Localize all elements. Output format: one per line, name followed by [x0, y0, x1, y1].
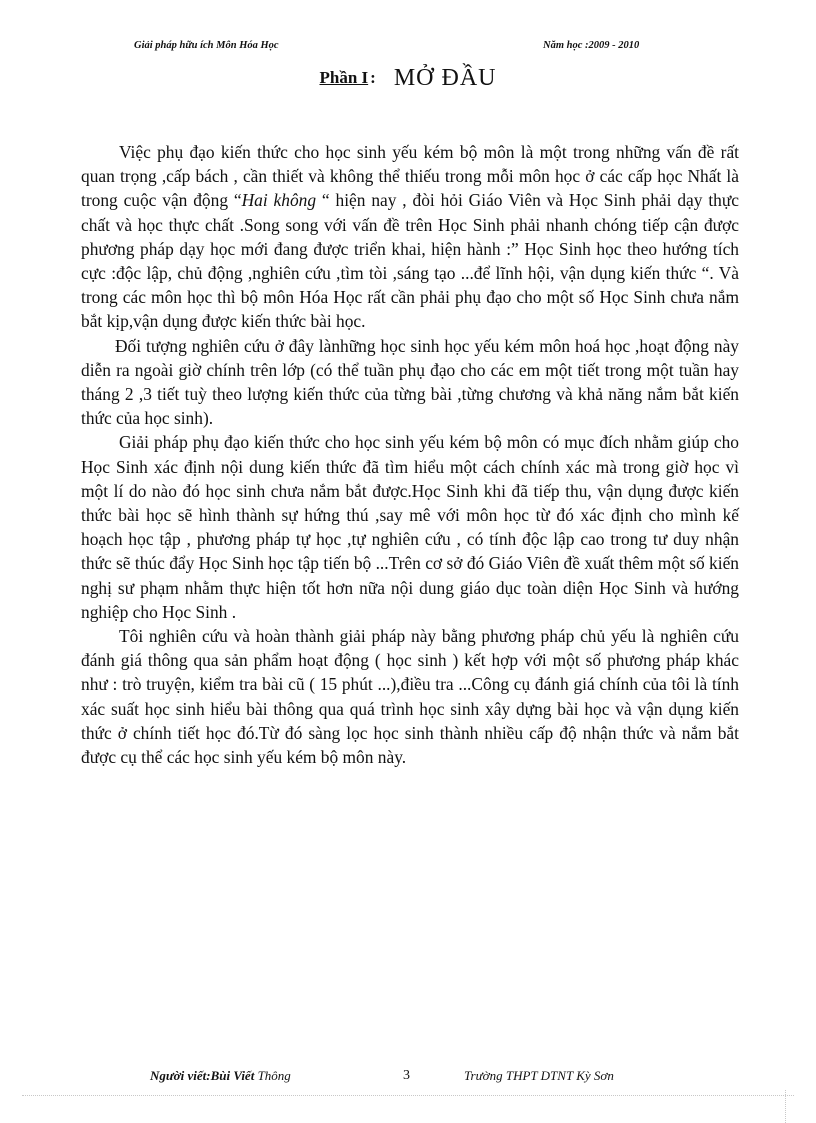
paragraph-1-text-start: Việc phụ đạo kiến thức cho học sinh yếu kém bộ môn là một trong những vấn đề rất quan trọng ,cấp bách , cần thiết và không thể thiếu trong mỗi môn học ở các cấp học Nhất là trong cuộc vận động “ — [81, 142, 739, 211]
footer-author-label: Người viết:Bùi Viết — [150, 1068, 255, 1083]
section-title-text: MỞ ĐẦU — [393, 65, 497, 91]
paragraph-2: Đối tượng nghiên cứu ở đây lànhững học sinh học yếu kém môn hoá học ,hoạt động này diễn ra ngoài giờ chính trên lớp (có thể tuần phụ đạo cho các em một tiết trong một tuần hay tháng 2 ,3 tiết tuỳ theo lượng kiến thức của từng bài ,từng chương và khả năng nắm bắt kiến thức của học sinh). — [81, 335, 739, 429]
section-title — [0, 62, 816, 92]
page-footer — [0, 1068, 816, 1086]
paragraph-1-italic-phrase: Hai không — [241, 190, 317, 211]
footer-author-name: Thông — [254, 1068, 291, 1083]
footer-author — [150, 1068, 291, 1084]
paragraph-4: Tôi nghiên cứu và hoàn thành giải pháp này bằng phương pháp chủ yếu là nghiên cứu đánh giá thông qua sản phẩm hoạt động ( học sinh ) kết hợp với một số phương pháp khác như : trò truyện, kiểm tra bài cũ ( 15 phút ...),điều tra ...Công cụ đánh giá chính của tôi là tính xác suất học sinh hiểu bài thông qua quá trình học sinh xây dựng bài học và vận dụng kiến thức ở chính tiết học đó.Từ đó sàng lọc học sinh thành nhiều cấp độ nhận thức và nắm bắt được cụ thể các học sinh yếu kém bộ môn này. — [81, 626, 739, 768]
page-corner-mark — [785, 1090, 786, 1123]
header-subject: Giải pháp hữu ích Môn Hóa Học — [134, 40, 279, 51]
paragraph-3: Giải pháp phụ đạo kiến thức cho học sinh yếu kém bộ môn có mục đích nhằm giúp cho Học Sinh xác định nội dung kiến thức đã tìm hiểu một cách chính xác mà trong giờ học vì một lí do nào đó học sinh chưa nắm bắt được.Học Sinh khi đã tiếp thu, vận dụng được kiến thức bài học sẽ hình thành sự hứng thú ,say mê với môn học từ đó xác định cho mình kế hoạch học tập , phương pháp tự học ,tự nghiên cứu , có tính độc lập cao trong tư duy nhận thức sẽ thúc đẩy Học Sinh học tập tiến bộ ...Trên cơ sở đó Giáo Viên đề xuất thêm một số kiến nghị sư phạm nhằm thực hiện tốt hơn nữa nội dung giáo dục toàn diện Học Sinh và hướng nghiệp cho Học Sinh . — [81, 432, 739, 622]
document-body — [81, 140, 739, 769]
paragraph-1-text-end: “ hiện nay , đòi hỏi Giáo Viên và Học Sinh phải dạy thực chất và học thực chất .Song song với vấn đề trên Học Sinh phải nhanh chóng tiếp cận được phương pháp dạy học mới đang được triển khai, hiện hành :” Học Sinh học theo hướng tích cực :độc lập, chủ động ,nghiên cứu ,tìm tòi ,sáng tạo ...để lĩnh hội, vận dụng kiến thức “. Và trong các môn học thì bộ môn Hóa Học rất cần phải phụ đạo cho một số Học Sinh chưa nắm bắt kịp,vận dụng được kiến thức bài học. — [81, 190, 739, 332]
page-header — [0, 40, 816, 56]
header-school-year: Năm học :2009 - 2010 — [543, 40, 640, 51]
section-title-colon: : — [370, 68, 376, 87]
page-bottom-divider — [22, 1095, 794, 1096]
section-part-label: Phần I — [319, 68, 369, 87]
footer-school: Trường THPT DTNT Kỳ Sơn — [464, 1068, 614, 1083]
footer-page-number: 3 — [403, 1068, 410, 1083]
paragraph-1 — [81, 140, 739, 334]
